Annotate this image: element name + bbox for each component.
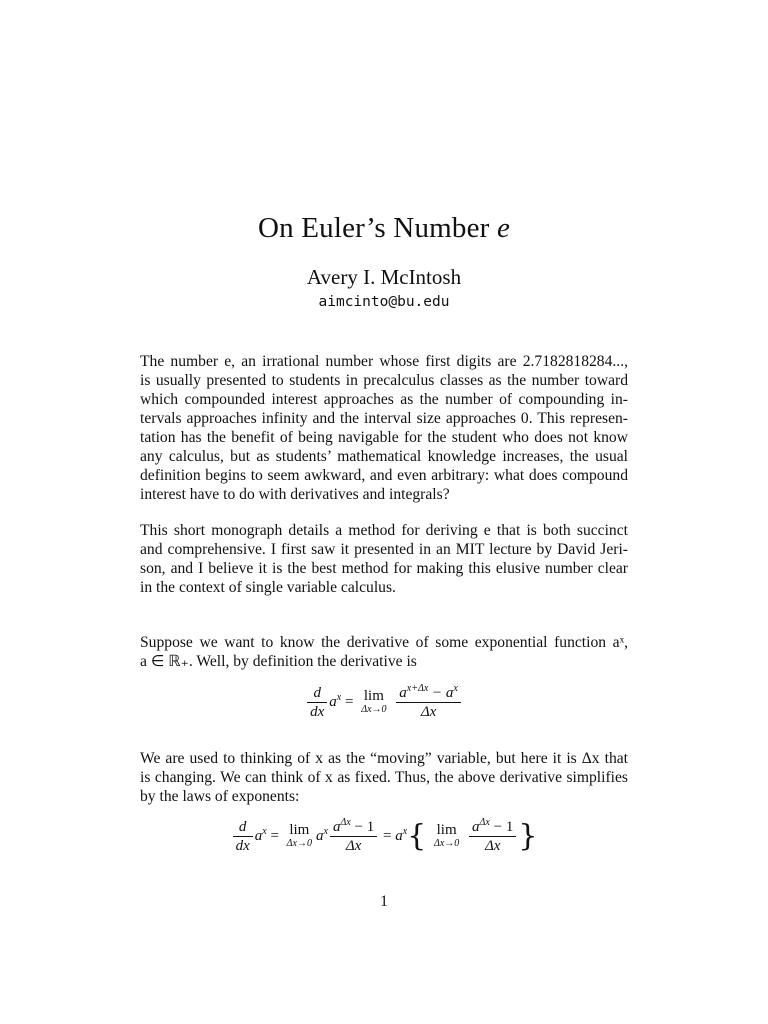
author-name: Avery I. McIntosh <box>306 265 462 289</box>
paragraph-suppose <box>140 633 628 671</box>
text-line: and comprehensive. I first saw it presented in an MIT lecture by David Jeri- <box>140 541 628 558</box>
fraction-difference-quotient: $\frac{a^{x+\Delta x} - a^x}{\Delta x}$ <box>396 684 461 721</box>
text-line: Suppose we want to know the derivative of some exponential function aˣ, <box>140 634 628 651</box>
paragraph-method <box>140 521 628 597</box>
text-line: son, and I believe it is the best method for making this elusive number clear <box>140 560 628 577</box>
text-line: This short monograph details a method for deriving e that is both succinct <box>140 522 628 539</box>
text-line: tation has the benefit of being navigable for the student who does not know <box>140 429 628 446</box>
text-line: is usually presented to students in precalculus classes as the number toward <box>140 372 628 389</box>
text-line: a ∈ ℝ₊. Well, by definition the derivative is <box>140 653 417 670</box>
paragraph-moving-variable <box>140 749 628 806</box>
title-symbol: e <box>496 212 511 244</box>
equation-derivative-definition: $\frac{d}{dx}$ $a^x = \lim$ Δx→0 $\frac{a^{x+\Delta x} - a^x}{\Delta x}$ <box>140 684 628 721</box>
text-line: any calculus, but as students’ mathematical knowledge increases, the usual <box>140 448 628 465</box>
text-line: in the context of single variable calculus. <box>140 579 396 596</box>
text-line: by the laws of exponents: <box>140 788 300 805</box>
paragraph-intro <box>140 352 628 504</box>
fraction-d-dx: $\frac{d}{dx}$ <box>307 684 327 721</box>
text-line: which compounded interest approaches as the number of compounding in- <box>140 391 628 408</box>
author-email: aimcinto@bu.edu <box>318 294 450 310</box>
limit-operator: lim Δx→0 <box>361 687 387 715</box>
text-line: We are used to thinking of x as the “moving” variable, but here it is Δx that <box>140 750 628 767</box>
equation-simplified-derivative: $\frac{d}{dx}$ $a^x = \lim$ Δx→0 $a^x$ $\frac{a^{\Delta x} - 1}{\Delta x}$ = $a^x${ lim Δx→0 $\frac{a^{\Delta x} - 1}{\Delta x}$ } <box>140 818 628 855</box>
paper-title <box>0 212 768 245</box>
text-line: is changing. We can think of x as fixed. Thus, the above derivative simplifies <box>140 769 628 786</box>
text-line: tervals approaches infinity and the interval size approaches 0. This represen- <box>140 410 628 427</box>
text-line: interest have to do with derivatives and integrals? <box>140 486 450 503</box>
title-text: On Euler’s Number <box>257 212 490 244</box>
text-line: The number e, an irrational number whose first digits are 2.7182818284..., <box>140 353 628 370</box>
right-brace: } <box>518 818 538 854</box>
left-brace: { <box>407 818 427 854</box>
page-number: 1 <box>380 893 388 910</box>
text-line: definition begins to seem awkward, and even arbitrary: what does compound <box>140 467 628 484</box>
